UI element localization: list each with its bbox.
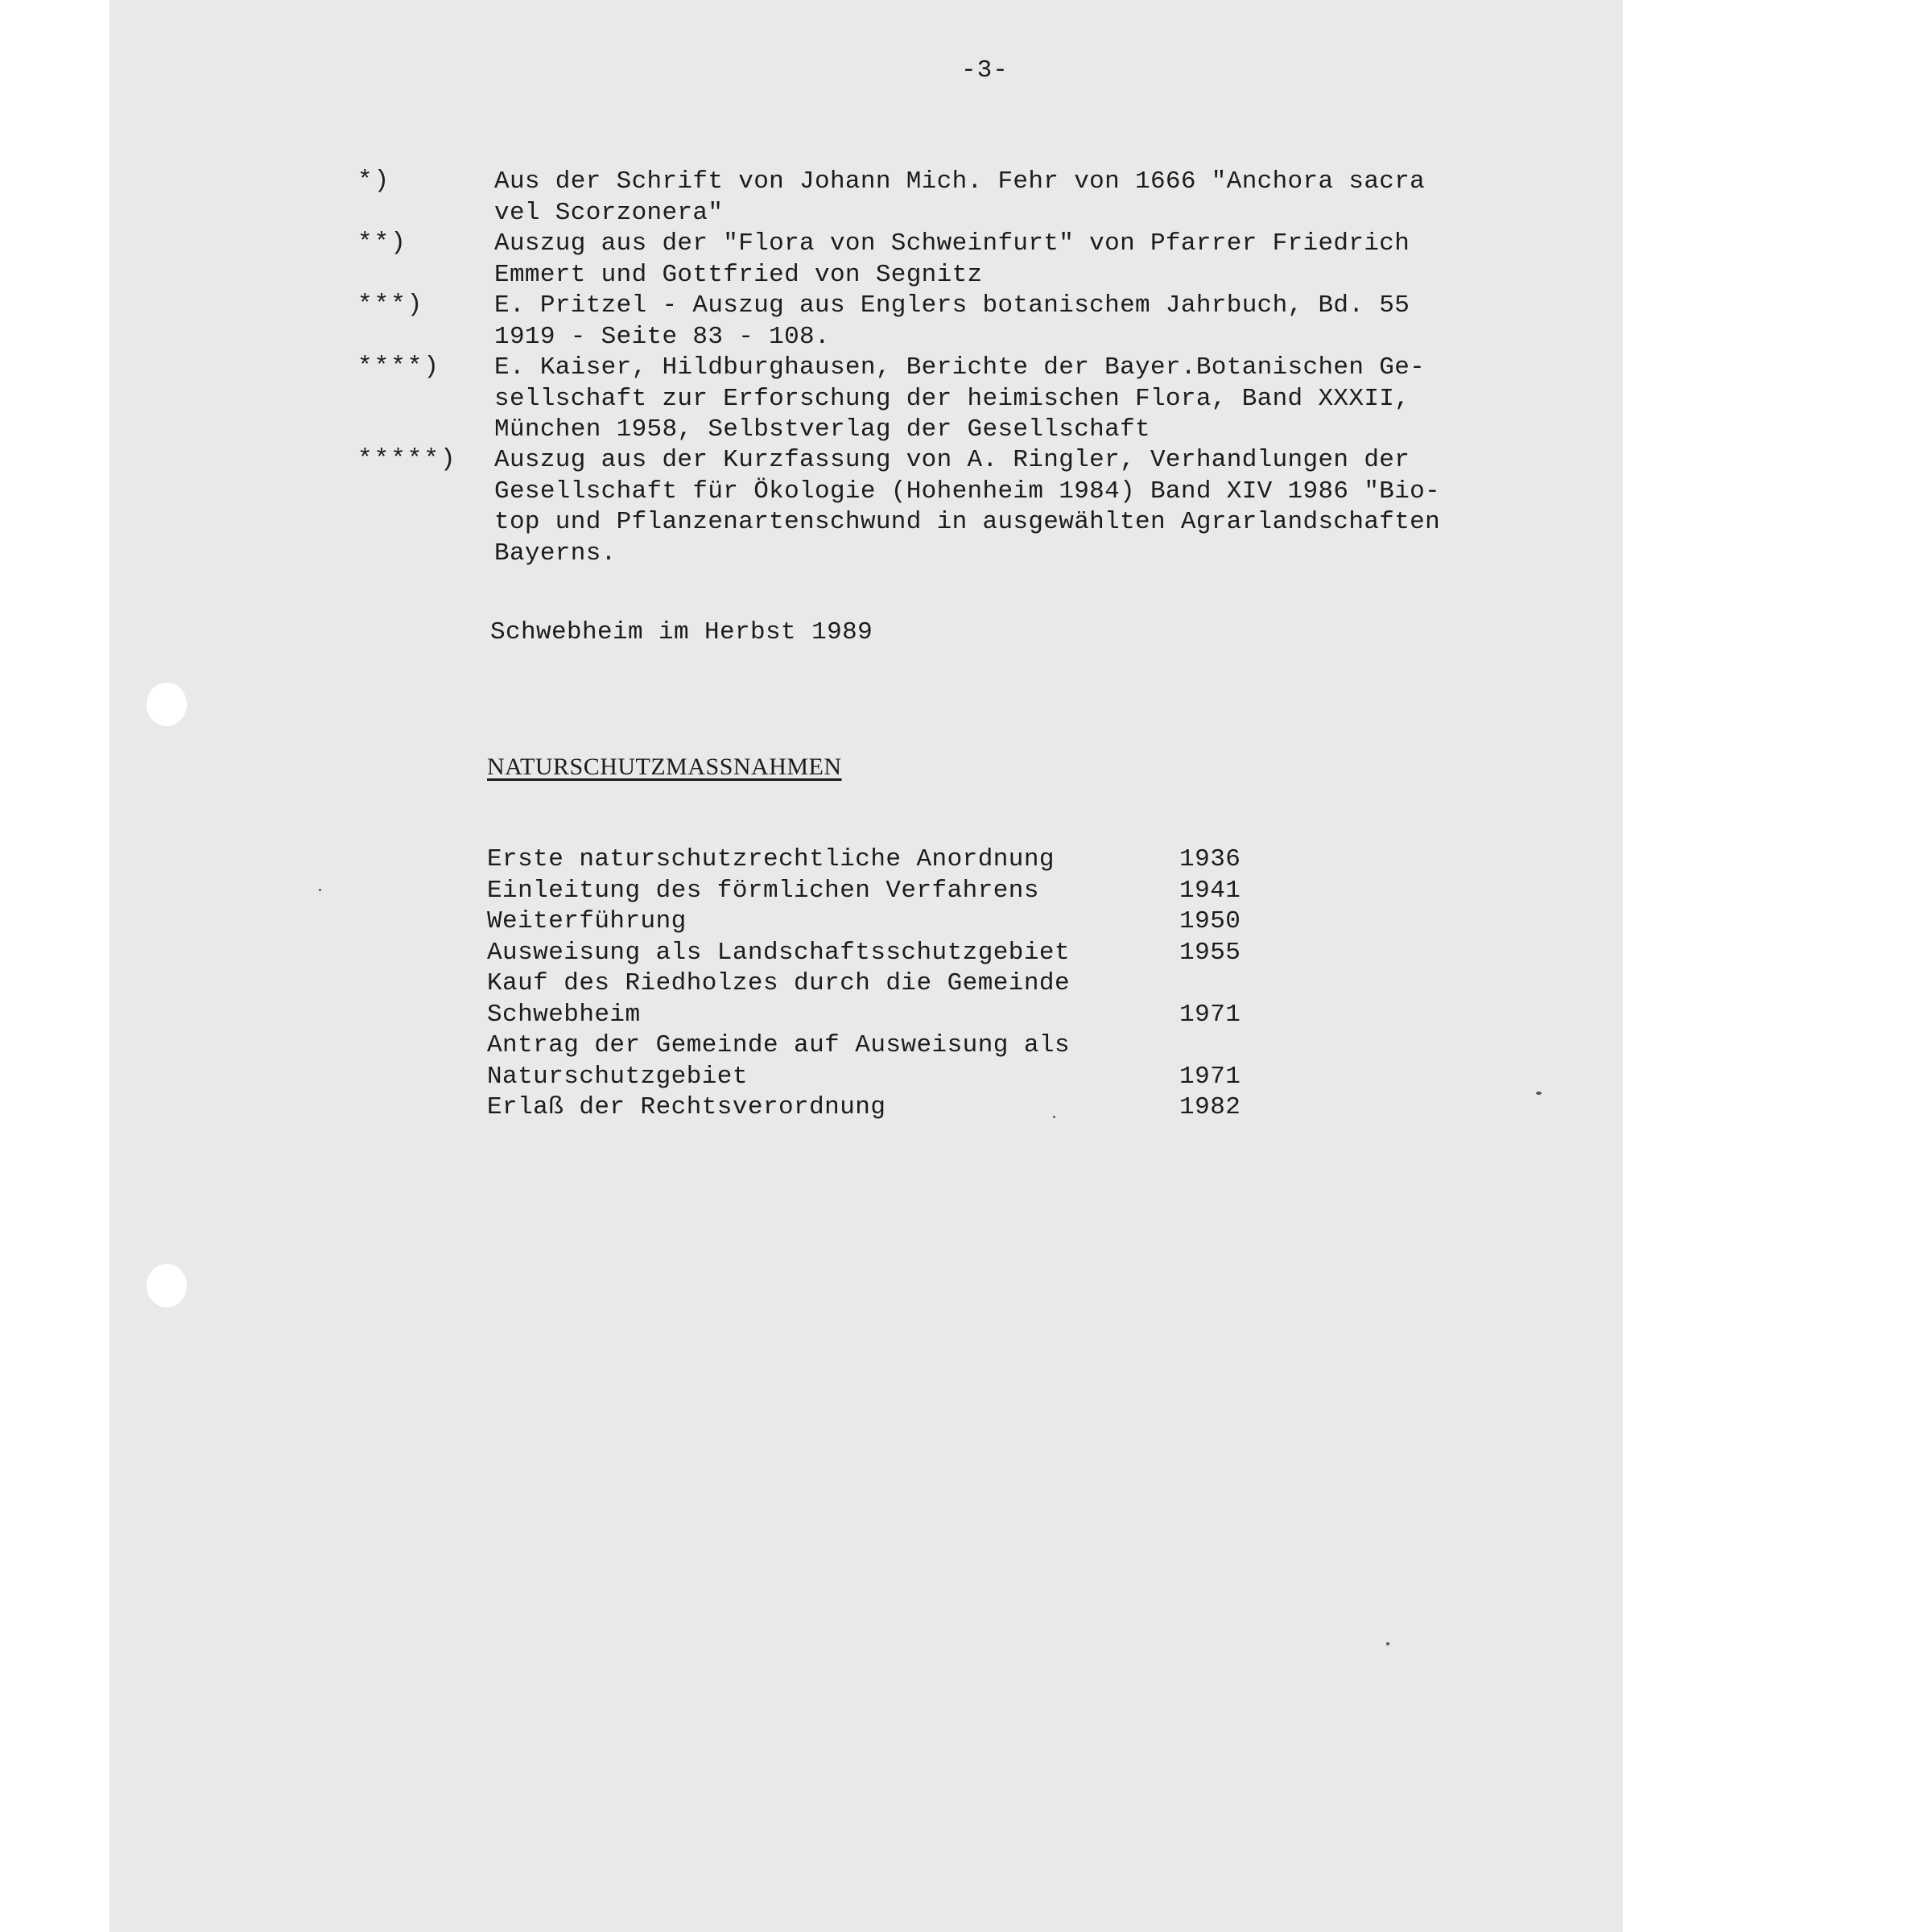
footnote-text: Aus der Schrift von Johann Mich. Fehr von 1666 "Anchora sacra vel Scorzonera" <box>494 167 1426 227</box>
measure-row <box>487 876 1292 907</box>
measure-row <box>487 906 1292 938</box>
footnote-text: E. Pritzel - Auszug aus Englers botanischem Jahrbuch, Bd. 55 1919 - Seite 83 - 108. <box>494 291 1410 351</box>
footnote-text: E. Kaiser, Hildburghausen, Berichte der Bayer.Botanischen Ge- sellschaft zur Erforschung der heimischen Flora, Band XXXII, München 1958, Selbstverlag der Gesellschaft <box>494 353 1426 444</box>
measure-label: Einleitung des förmlichen Verfahrens <box>487 876 1039 905</box>
measure-row <box>487 844 1292 876</box>
measure-year: 1971 <box>1179 1000 1241 1029</box>
footnote-mark: ***) <box>357 291 424 319</box>
measure-year: 1955 <box>1179 938 1241 967</box>
measure-label: Kauf des Riedholzes durch die Gemeinde <box>487 969 1071 997</box>
footnote-mark: *) <box>357 167 391 195</box>
page-number: -3- <box>961 56 1009 85</box>
measure-row <box>487 1092 1292 1124</box>
measure-year: 1936 <box>1179 845 1241 873</box>
measure-row <box>487 968 1292 1000</box>
footnote-text: Auszug aus der Kurzfassung von A. Ringler, Verhandlungen der Gesellschaft für Ökologie (Hohenheim 1984) Band XIV 1986 "Bio- top und Pflanzenartenschwund in ausgewählten Agrarlandschaften Bayerns. <box>494 446 1441 568</box>
measure-label: Ausweisung als Landschaftsschutzgebiet <box>487 938 1071 967</box>
measure-label: Schwebheim <box>487 1000 641 1029</box>
footnote-mark: ****) <box>357 353 441 381</box>
measure-year: 1950 <box>1179 907 1241 935</box>
measures-list <box>487 844 1292 1124</box>
measure-year: 1971 <box>1179 1062 1241 1091</box>
measure-row <box>487 1000 1292 1031</box>
place-date-line: Schwebheim im Herbst 1989 <box>490 618 873 646</box>
measure-label: Erste naturschutzrechtliche Anordnung <box>487 845 1055 873</box>
measure-row <box>487 938 1292 969</box>
measure-year: 1982 <box>1179 1093 1241 1121</box>
footnote-mark: *****) <box>357 445 457 473</box>
measure-label: Antrag der Gemeinde auf Ausweisung als <box>487 1031 1071 1059</box>
measure-label: Weiterführung <box>487 907 687 935</box>
footnote-mark: **) <box>357 229 407 257</box>
measure-label: Erlaß der Rechtsverordnung <box>487 1093 886 1121</box>
measure-label: Naturschutzgebiet <box>487 1062 748 1091</box>
measure-row <box>487 1062 1292 1093</box>
measure-year: 1941 <box>1179 876 1241 905</box>
section-title: NATURSCHUTZMASSNAHMEN <box>487 753 842 780</box>
footnote-text: Auszug aus der "Flora von Schweinfurt" von Pfarrer Friedrich Emmert und Gottfried von Segnitz <box>494 229 1410 289</box>
measure-row <box>487 1030 1292 1062</box>
